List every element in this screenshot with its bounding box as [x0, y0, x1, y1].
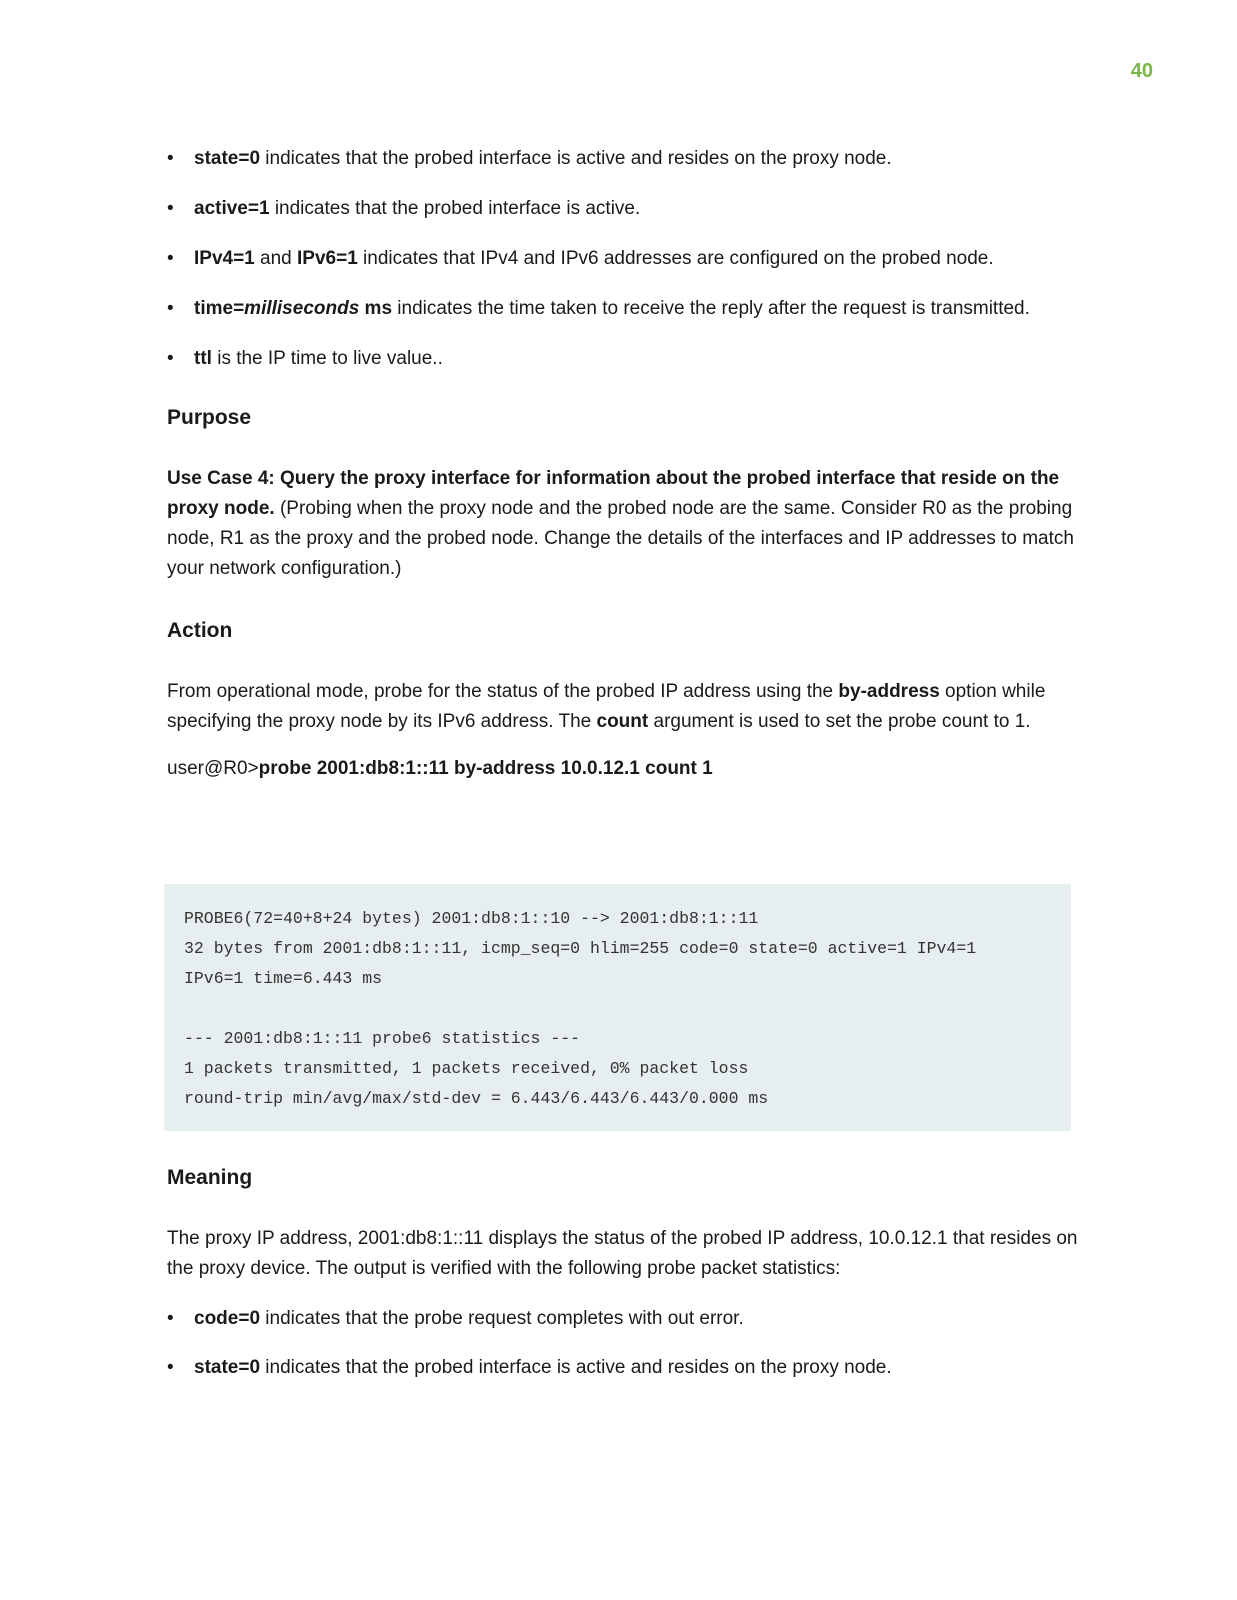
action-heading: Action [167, 619, 233, 642]
description: indicates that the probed interface is active. [269, 198, 641, 219]
statistics-list [167, 1306, 892, 1404]
description: indicates that the probe request completes with out error. [260, 1308, 744, 1329]
term: active=1 [194, 198, 270, 219]
term: IPv6=1 [297, 248, 358, 269]
list-item [167, 1355, 892, 1381]
code-line [184, 994, 1071, 1024]
term-variable: milliseconds [244, 298, 360, 319]
code-line: 1 packets transmitted, 1 packets received, 0% packet loss [184, 1059, 749, 1078]
action-text: From operational mode, probe for the status of the probed IP address using the [167, 681, 839, 702]
purpose-text: (Probing when the proxy node and the probed node are the same. Consider R0 as the probing node, R1 as the proxy and the probed node. Change the details of the interfaces and IP addresses to match your network configuration.) [167, 498, 1074, 579]
term: IPv4=1 [194, 248, 255, 269]
code-line: round-trip min/avg/max/std-dev = 6.443/6.443/6.443/0.000 ms [184, 1089, 769, 1108]
list-item [167, 196, 1030, 222]
action-paragraph [167, 677, 1087, 737]
description: indicates the time taken to receive the reply after the request is transmitted. [392, 298, 1030, 319]
description: indicates that the probed interface is active and resides on the proxy node. [260, 148, 892, 169]
connector: and [254, 248, 298, 269]
code-line: PROBE6(72=40+8+24 bytes) 2001:db8:1::10 --> 2001:db8:1::11 [184, 909, 759, 928]
list-item [167, 346, 1030, 372]
code-line: IPv6=1 time=6.443 ms [184, 969, 383, 988]
list-item [167, 296, 1030, 322]
term: time= [194, 298, 245, 319]
code-line: --- 2001:db8:1::11 probe6 statistics --- [184, 1029, 581, 1048]
meaning-heading: Meaning [167, 1166, 253, 1189]
cli-command: probe 2001:db8:1::11 by-address 10.0.12.1 count 1 [258, 758, 713, 779]
list-item [167, 146, 1030, 172]
term-unit: ms [359, 298, 393, 319]
term: state=0 [194, 1357, 261, 1378]
purpose-heading: Purpose [167, 406, 252, 429]
field-description-list [167, 146, 1030, 396]
description: is the IP time to live value.. [211, 348, 443, 369]
code-output-block [164, 884, 1071, 1131]
term: code=0 [194, 1308, 261, 1329]
term: ttl [194, 348, 212, 369]
description: indicates that the probed interface is active and resides on the proxy node. [260, 1357, 892, 1378]
command-line [167, 756, 713, 782]
description: indicates that IPv4 and IPv6 addresses are configured on the probed node. [357, 248, 994, 269]
purpose-paragraph [167, 464, 1087, 584]
use-case-title: Use Case 4: Query the proxy interface for information about the probed interface that reside on the proxy node. [167, 468, 1060, 519]
list-item [167, 246, 1030, 272]
page-number: 40 [1130, 60, 1153, 82]
list-item [167, 1306, 892, 1332]
cli-prompt: user@R0> [167, 758, 259, 779]
code-line: 32 bytes from 2001:db8:1::11, icmp_seq=0 hlim=255 code=0 state=0 active=1 IPv4=1 [184, 939, 977, 958]
option-name: by-address [838, 681, 940, 702]
action-text: argument is used to set the probe count to 1. [648, 711, 1031, 732]
meaning-paragraph: The proxy IP address, 2001:db8:1::11 displays the status of the probed IP address, 10.0.12.1 that resides on the proxy device. The output is verified with the following probe packet statistics: [167, 1228, 1078, 1279]
term: state=0 [194, 148, 261, 169]
argument-name: count [596, 711, 649, 732]
action-text: option while specifying the proxy node by its IPv6 address. The [167, 681, 1046, 732]
